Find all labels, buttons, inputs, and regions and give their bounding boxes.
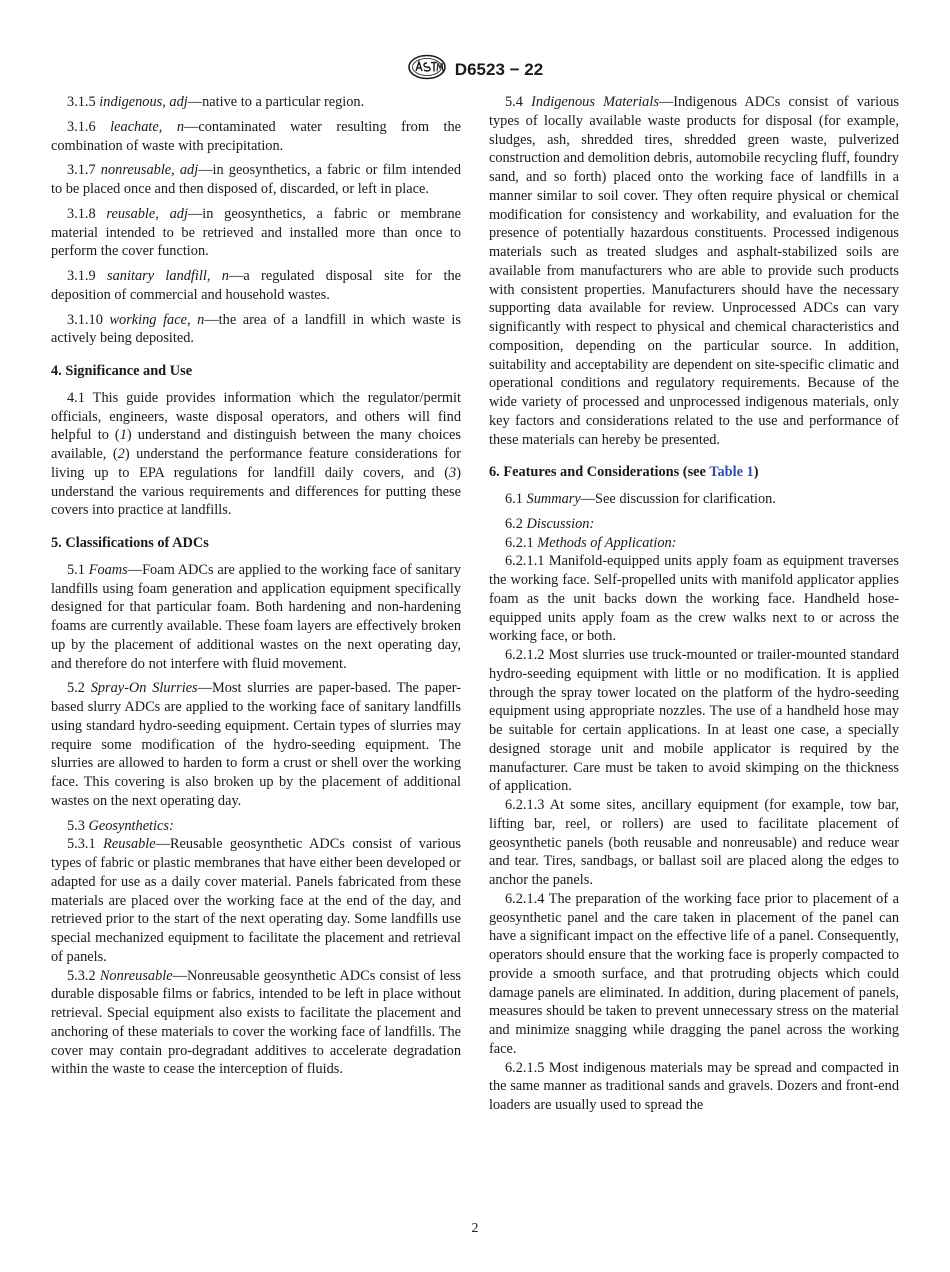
term: Spray-On Slurries [90,680,198,697]
page-header [0,54,950,85]
paragraph-4-1: 4.1 This guide provides information which the regulator/permit officials, engineers, waste disposal operators, and others will find helpful to (1) understand and distinguish between the many choices available, (2) understand the performance feature considerations for living up to EPA regulations for landfill daily covers, and (3) understand the various requirements and differences for putting these covers into practice at landfills. [51,389,462,519]
paragraph-5-3-1: 5.3.1 Reusable—Reusable geosynthetic ADCs consist of various types of fabric or plastic membranes that have either been developed or adapted for use as a daily cover material. Panels fabricated from these materials are placed over the working face at the end of the day, and retrieved prior to the start of the next operating day. Some landfills use special mechanized equipment to facilitate the placement and retrieval of panels. [51,836,461,965]
paragraph-5-1: 5.1 Foams—Foam ADCs are applied to the working face of sanitary landfills using foam generation and application equipment specifically designed for that particular foam. Both hardening and non-hardening foams are currently available. These foam layers are effectively broken up by the placement of additional wastes on the next operating day, and therefore do not interfere with fluid movement. [51,561,462,672]
term: Nonreusable [99,967,173,984]
page-number: 2 [471,1221,479,1236]
definition-3-1-7: 3.1.7 nonreusable, adj—in geosynthetics, a fabric or film intended to be placed once and then disposed of, discarded, or left in place. [51,162,462,197]
term: Discussion: [526,515,595,532]
term: sanitary landfill, n [107,268,229,284]
term: reusable, adj [106,205,188,222]
definition-3-1-10: 3.1.10 working face, n—the area of a landfill in which waste is actively being deposited. [51,311,461,347]
term: leachate, n [110,118,184,135]
table-1-link[interactable]: Table 1 [709,464,754,481]
term: working face, n [109,311,205,328]
paragraph-6-1: 6.1 Summary—See discussion for clarification. [505,491,776,507]
term: Reusable [103,836,156,853]
paragraph-6-2-1: 6.2.1 Methods of Application: [505,534,677,551]
definition-3-1-8: 3.1.8 reusable, adj—in geosynthetics, a fabric or membrane material intended to be retrieved and installed more than once to perform the cover function. [51,205,462,260]
paragraph-6-2-1-1: 6.2.1.1 Manifold-equipped units apply foam as equipment traverses the working face. Self-propelled units with manifold applicator applies foam as the unit backs down the working face. Handheld hose-equipped units apply foam as the crew walks next to or across the working face, or both. [489,553,899,645]
document-designation: D6523 − 22 [454,59,544,79]
paragraph-5-4: 5.4 Indigenous Materials—Indigenous ADCs consist of various types of locally available waste products for disposal (for example, sludges, ash, shredded tires, shredded green waste, pulverized construction and demolition debris, automobile recycling fluff, foundry sand, and so forth) placed onto the working face of landfills in a manner similar to soil cover. They often require physical or chemical modification for consistency and workability, and evaluation for the presence of potentially hazardous constituents. Processed indigenous materials such as treated sludges and asphalt-stabilized soils are available from manufacturers who are able to provide such products with consistent properties. Manufacturers should have the necessary supporting data available for review. Unprocessed ADCs can vary significantly with respect to physical and chemical characteristics and composition, depending on the particular source. In addition, suitability and acceptability are dependent on site-specific climatic and operational conditions and regulatory requirements. Because of the wide variety of processed and unprocessed indigenous materials, only key factors and considerations related to the use and performance of these materials can hereby be presented. [489,94,899,448]
section-heading-4: 4. Significance and Use [51,363,193,379]
term: Methods of Application: [537,534,677,551]
term: Geosynthetics: [88,817,174,834]
left-column [51,93,461,1079]
paragraph-6-2-1-4: 6.2.1.4 The preparation of the working face prior to placement of a geosynthetic panel and the care taken in placement of the panel can have a significant impact on the effective life of a panel. Consequently, operators should ensure that the working face is properly compacted to provide a smooth surface, and that protruding objects which could damage panels are eliminated. In addition, during placement of panels, measures should be taken to prevent unnecessary stress on the material and minimize snagging while dragging the panel across the working face. [489,890,899,1057]
paragraph-5-3-2: 5.3.2 Nonreusable—Nonreusable geosynthetic ADCs consist of less durable disposable films or fabrics, intended to be left in place without retrieval. Special equipment also exists to facilitate the placement and anchoring of these materials to cover the working face of landfills. The cover may contain pro-degradant additives to accelerate degradation within the waste to cease the interception of fluids. [51,967,461,1078]
term: Summary [526,491,581,507]
paragraph-5-2: 5.2 Spray-On Slurries—Most slurries are paper-based. The paper-based slurry ADCs are applied to the working face of sanitary landfills using standard hydro-seeding equipment. Certain types of slurries may require some modification of the hydro-seeding equipment. The slurries are allowed to harden to form a crust or shell over the working face. This covering is also broken up by the placement of additional wastes on the next operating day. [51,680,461,809]
term: Indigenous Materials [531,94,659,110]
section-heading-6: 6. Features and Considerations (see Table 1) [489,464,759,481]
definition-3-1-9: 3.1.9 sanitary landfill, n—a regulated disposal site for the deposition of commercial and household wastes. [51,268,462,303]
paragraph-6-2-1-2: 6.2.1.2 Most slurries use truck-mounted or trailer-mounted standard hydro-seeding equipment with little or no modification. It is applied through the spray tower located on the platform of the hydro-seeding equipment using appropriate nozzles. The use of a handheld hose may be suitable for certain applications. In at least one case, a specially designed storage unit and mobile applicator is required by the manufacturer. Care must be taken to avoid skimping on the thickness of application. [489,647,899,795]
definition-3-1-5: 3.1.5 indigenous, adj—native to a particular region. [67,94,365,110]
term: indigenous, adj [99,94,188,110]
astm-logo-icon [407,54,447,85]
definition-3-1-6: 3.1.6 leachate, n—contaminated water resulting from the combination of waste with precipitation. [51,118,461,154]
term: nonreusable, adj [100,162,199,179]
paragraph-6-2: 6.2 Discussion: [505,515,595,532]
paragraph-6-2-1-5: 6.2.1.5 Most indigenous materials may be spread and compacted in the same manner as traditional sands and gravels. Dozers and front-end loaders are usually used to spread the [489,1059,899,1113]
term: Foams [88,561,128,578]
paragraph-6-2-1-3: 6.2.1.3 At some sites, ancillary equipment (for example, tow bar, lifting bar, reel, or rollers) are used to facilitate placement of geosynthetic panels (both reusable and nonreusable) and reduce wear and tear. Tires, sandbags, or ballast soil are placed along the edges to anchor the panels. [489,797,899,888]
paragraph-5-3: 5.3 Geosynthetics: [67,817,174,834]
section-heading-5: 5. Classifications of ADCs [51,535,209,551]
right-column [489,93,899,1115]
